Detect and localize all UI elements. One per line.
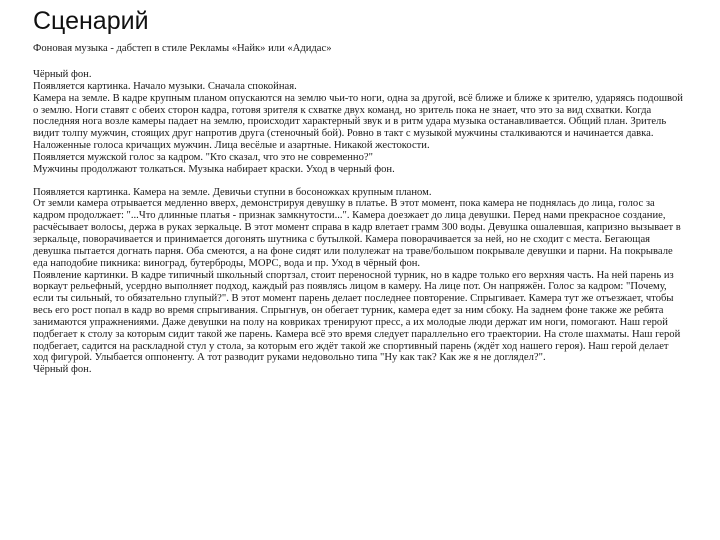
page-title: Сценарий [33, 7, 149, 35]
scene-1 [33, 69, 686, 176]
paragraph: Появляется картинка. Камера на земле. Девичьи ступни в босоножках крупным планом. [33, 186, 432, 198]
paragraph-gap [33, 176, 686, 187]
paragraph: Появляется мужской голос за кадром. "Кто сказал, что это не современно?" [33, 151, 373, 163]
paragraph: От земли камера отрывается медленно вверх, демонстрируя девушку в платье. В этот момент, пока камера не поднялась до лица, голос за кадром продолжает: "...Что длинные платья - признак замкнутости...". Камера доезжает до лица девушки. Перед нами прекрасное создание, расчёсывает волосы, держа в руках зеркальце. В этот момент справа в кадр влетает грамм 300 воды. Девушка ошалевшая, капризно вызывает в зеркальце, поворачивается и принимается догонять шутника с бутылкой. Камера поворачивается за ней, но не сходит с места. Бегающая девушка пытается догнать парня. Оба смеются, а на фоне сидят или полулежат на траве/большом покрывале девушки и парни. На покрывале еда наподобие пикника: виноград, бутерброды, МОРС, вода и пр. Уход в чёрный фон. [33, 198, 681, 269]
paragraph: Чёрный фон. [33, 69, 92, 80]
paragraph: Появление картинки. В кадре типичный школьный спортзал, стоит переносной турник, но в кадре только его верхняя часть. На ней парень из воркаут рельефный, усердно выполняет подход, каждый раз появлясь лицом в камеру. На лице пот. Он напряжён. Голос за кадром: "Почему, если ты сильный, то обязательно глупый?". В этот момент парень делает последнее повторение. Спрыгивает. Камера тут же отъезжает, чтобы весь его рост попал в кадр во время спрыгивания. Спрыгнув, он обегает турник, камера едет за ним сбоку. На заднем фоне также же ребята занимаются упражнениями. Даже девушки на полу на ковриках тренируют пресс, а их молодые люди держат им ноги, помогают. Наш герой подбегает к столу за которым сидит такой же парень. Камера всё это время следует параллельно его траектории. На столе шахматы. Наш герой подбегает, садится на раскладной стул у стола, за которым его ждёт такой же спортивный парень (ждёт ход нашего героя). Наш герой делает ход фигурой. Улыбается оппоненту. А тот разводит руками недовольно типа "Ну как так? Как же я не доглядел?". [33, 269, 681, 364]
scene-2 [33, 187, 686, 377]
paragraph: Камера на земле. В кадре крупным планом опускаются на землю чьи-то ноги, одна за другой, всё ближе и ближе к зрителю, ударяясь подошвой о землю. Ноги ставят с обеих сторон кадра, готовя зрителя к схватке двух команд, но зритель пока не знает, что это за вид схватки. Когда последняя нога возле камеры падает на землю, происходит характерный звук и в ритм удара музыка останавливается. Общий план. Зритель видит толпу мужчин, стоящих друг напротив друга (стеночный бой). Ровно в такт с музыкой мужчины сталкиваются и начинается давка. Наложенные голоса кричащих мужчин. Лица весёлые и азартные. Никакой жестокости. [33, 92, 683, 152]
paragraph: Появляется картинка. Начало музыки. Сначала спокойная. [33, 80, 297, 92]
paragraph: Чёрный фон. [33, 364, 92, 376]
subtitle: Фоновая музыка - дабстеп в стиле Рекламы «Найк» или «Адидас» [33, 43, 332, 54]
paragraph: Мужчины продолжают толкаться. Музыка набирает краски. Уход в черный фон. [33, 163, 395, 175]
